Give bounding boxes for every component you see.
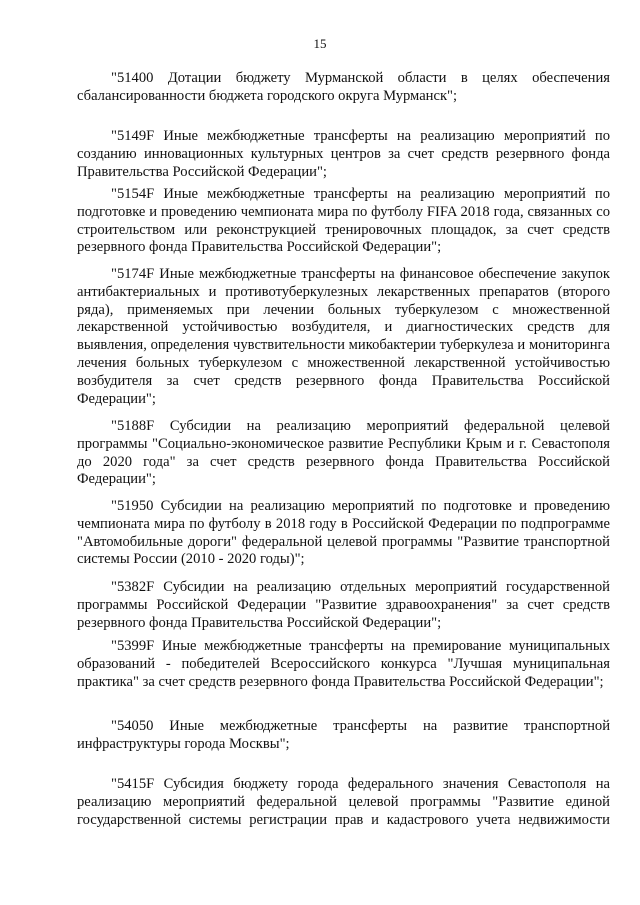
paragraph-51950: "51950 Субсидии на реализацию мероприятий по подготовке и проведению чемпионата мира по футболу в 2018 году в Российской Федерации по подпрограмме "Автомобильные дороги" федеральной целевой программы "Развитие транспортной системы России (2010 - 2020 годы)"; — [77, 498, 610, 568]
paragraph-5399F: "5399F Иные межбюджетные трансферты на премирование муниципальных образований - победителей Всероссийского конкурса "Лучшая муниципальная практика" за счет средств резервного фонда Правительства Российской Федерации"; — [77, 638, 610, 690]
page-number: 15 — [313, 36, 327, 51]
paragraph-5382F: "5382F Субсидии на реализацию отдельных мероприятий государственной программы Российской Федерации "Развитие здравоохранения" за счет средств резервного фонда Правительства Российской Федерации"; — [77, 579, 610, 631]
paragraph-54050: "54050 Иные межбюджетные трансферты на развитие транспортной инфраструктуры города Москвы"; — [77, 718, 610, 752]
paragraph-5174F: "5174F Иные межбюджетные трансферты на финансовое обеспечение закупок антибактериальных и противотуберкулезных лекарственных препаратов (второго ряда), применяемых при лечении больных туберкулезом с множественной лекарственной устойчивостью возбудителя, и диагностических средств для выявления, определения чувствительности микобактерии туберкулеза и мониторинга лечения больных туберкулезом с множественной лекарственной устойчивостью возбудителя за счет средств резервного фонда Правительства Российской Федерации"; — [77, 266, 610, 407]
paragraph-5188F: "5188F Субсидии на реализацию мероприятий федеральной целевой программы "Социально-экономическое развитие Республики Крым и г. Севастополя до 2020 года" за счет средств резервного фонда Правительства Российской Федерации"; — [77, 418, 610, 488]
paragraph-51400: "51400 Дотации бюджету Мурманской области в целях обеспечения сбалансированности бюджета городского округа Мурманск"; — [77, 70, 610, 104]
paragraph-5154F: "5154F Иные межбюджетные трансферты на реализацию мероприятий по подготовке и проведению чемпионата мира по футболу FIFA 2018 года, связанных со строительством или реконструкцией тренировочных площадок, за счет средств резервного фонда Правительства Российской Федерации"; — [77, 186, 610, 256]
paragraph-5149F: "5149F Иные межбюджетные трансферты на реализацию мероприятий по созданию инновационных культурных центров за счет средств резервного фонда Правительства Российской Федерации"; — [77, 128, 610, 180]
paragraph-5415F: "5415F Субсидия бюджету города федерального значения Севастополя на реализацию мероприятий федеральной целевой программы "Развитие единой государственной системы регистрации прав и кадастрового учета недвижимости — [77, 776, 610, 828]
